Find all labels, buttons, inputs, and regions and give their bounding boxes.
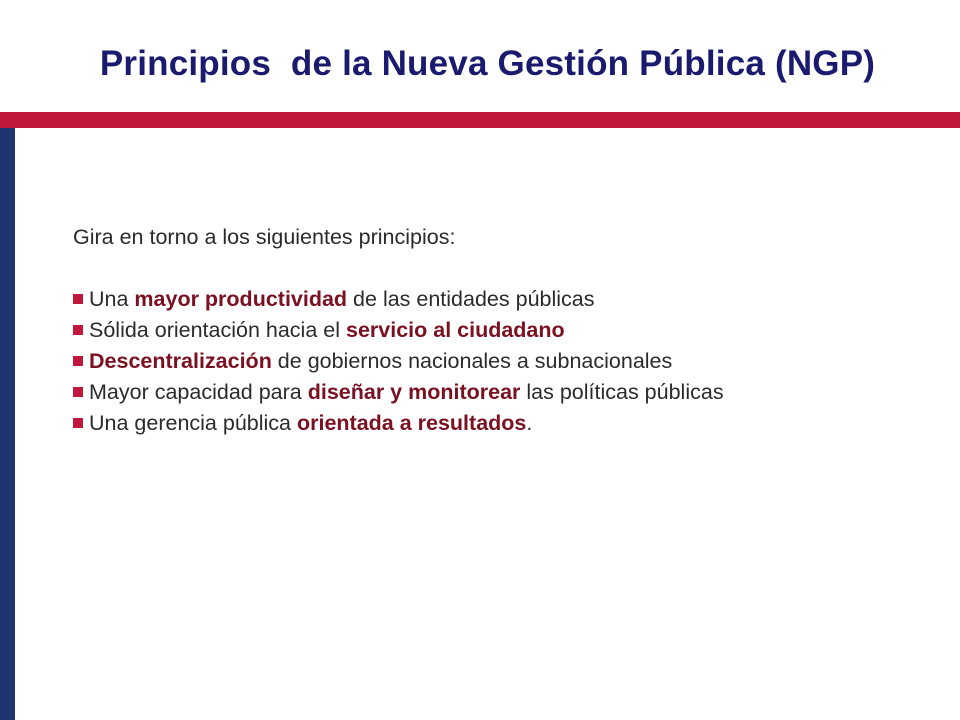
list-item [73, 408, 898, 439]
square-bullet-icon [73, 356, 83, 366]
list-item [73, 284, 898, 315]
square-bullet-icon [73, 418, 83, 428]
list-item-text: las políticas públicas [520, 380, 724, 404]
page-title: Principios de la Nueva Gestión Pública (NGP) [99, 44, 876, 83]
list-item-text: . [526, 411, 533, 435]
intro-text: Gira en torno a los siguientes principios: [73, 225, 456, 249]
slide-body [73, 222, 898, 439]
list-item-text: de las entidades públicas [347, 287, 595, 311]
list-item-emphasis: Descentralización [89, 349, 272, 373]
list-item-text: Sólida orientación hacia el [89, 318, 346, 342]
list-item-emphasis: orientada a resultados [296, 411, 527, 435]
list-item-emphasis: mayor productividad [134, 287, 348, 311]
left-accent-bar [0, 128, 15, 720]
list-item-text: Mayor capacidad para [89, 380, 308, 404]
list-item-emphasis: servicio al ciudadano [345, 318, 565, 342]
principles-list [73, 284, 898, 439]
square-bullet-icon [73, 325, 83, 335]
list-item [73, 377, 898, 408]
title-divider-bar [0, 112, 960, 128]
list-item-text: Una gerencia pública [89, 411, 297, 435]
square-bullet-icon [73, 294, 83, 304]
list-item-emphasis: diseñar y monitorear [307, 380, 521, 404]
list-item-text: de gobiernos nacionales a subnacionales [271, 349, 673, 373]
list-item [73, 346, 898, 377]
list-item-text: Una [89, 287, 135, 311]
list-item [73, 315, 898, 346]
square-bullet-icon [73, 387, 83, 397]
